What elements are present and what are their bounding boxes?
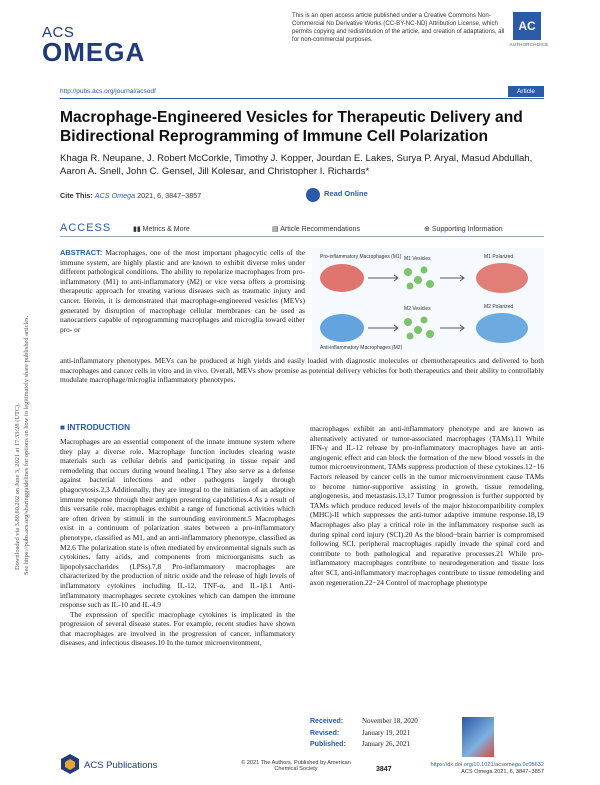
article-title: Macrophage-Engineered Vesicles for Therapeutic Delivery and Bidirectional Reprogramming of Immune Cell Polarization [60, 109, 523, 145]
intro-paragraph-1: Macrophages are an essential component of the innate immune system where they play a diverse role. Macrophage function includes clearing waste materials such as cellular debris and participating in tissue repair and remodeling that occurs during wound healing.1 They also serve as a defense against bacterial infections and other pathogens largely through phagocytosis.2,3 Additionally, they are integral to the initiation of an adaptive immune response through their antigen presenting capabilities.4 As a result of this versatile role, macrophages exhibit a range of functional activities which are often driven by stimuli in the surrounding environment.5 Macrophages exist in a continuum of polarization states between a pro-inflammatory phenotype, classified as M1, and an anti-inflammatory phenotype, classified as M2.6 The polarization state is often mediated by environmental signals such as cytokines, fatty acids, and components from microorganisms such as lipopolysaccharides (LPSs).7,8 Pro-inflammatory macrophages are characterized by the production of nitric oxide and the release of high levels of inflammatory cytokines including IL-12, TNF-α, and IL-1β.1 Anti-inflammatory macrophages secrete cytokines which can dampen the immune response such as IL-10 and IL-4.9 [60, 437, 295, 610]
journal-url-link[interactable]: http://pubs.acs.org/journal/acsodf [60, 88, 156, 95]
toc-label-b: M1 Vesicles [404, 256, 431, 262]
copyright-notice: © 2021 The Authors. Published by American Chemical Society [241, 760, 351, 773]
cite-line [60, 191, 201, 200]
header-divider [60, 98, 544, 99]
toc-graphic [312, 248, 544, 352]
author-list: Khaga R. Neupane, J. Robert McCorkle, Timothy J. Kopper, Jourdan E. Lakes, Surya P. Aryal, Masud Abdullah, Aaron A. Snell, John C. Gensel, Jill Kolesar, and Christopher I. Richards* [60, 153, 533, 177]
metrics-label: Metrics & More [142, 226, 190, 233]
received-label: Received: [310, 718, 344, 725]
published-label: Published: [310, 741, 346, 749]
acs-publications-logo: ACS Publications [84, 760, 158, 771]
abstract-continued: anti-inflammatory phenotypes. MEVs can be produced at high yields and easily loaded with diagnostic molecules or chemotherapeutics and delivered to both macrophages and cancer cells in vitro and in vivo. Overall, MEVs show promise as potential delivery vehicles for both therapeutics and their ability to controllably modulate macrophage/microglia inflammatory phenotypes. [60, 356, 544, 385]
published-date: January 26, 2021 [362, 740, 411, 749]
read-online-label: Read Online [324, 189, 368, 198]
article-recommendations-link[interactable] [272, 225, 360, 233]
toc-label-c: M1 Polarized [484, 254, 514, 260]
metrics-more-link[interactable] [133, 225, 190, 233]
journal-logo-acs: ACS [42, 24, 75, 41]
abstract-wrapped [60, 248, 305, 334]
plus-circle-icon: ⊕ [424, 226, 430, 233]
intro-left-column [60, 437, 295, 648]
acs-hexagon-icon [60, 753, 80, 775]
supporting-information-link[interactable] [424, 225, 503, 233]
toc-label-f: M2 Vesicles [404, 306, 431, 312]
intro-paragraph-2: The expression of specific macrophage cytokines is implicated in the progression of several disease states. For example, recent studies have shown that macrophages are involved in the progression of cancer, inflammatory diseases, and infectious diseases.10 In the tumor microenvironment, [60, 609, 295, 648]
revised-date: January 19, 2021 [362, 728, 411, 737]
journal-reference: ACS Omega 2021, 6, 3847−3857 [461, 768, 544, 775]
doi-link[interactable]: https://dx.doi.org/10.1021/acsomega.0c05632 [430, 762, 544, 768]
abstract-text-a: Macrophages, one of the most important phagocytic cells of the immune system, are highly plastic and are known to exhibit diverse roles under different pathological conditions. The ability to repolarize macrophages from pro-inflammatory (M1) to anti-inflammatory (M2) or vice versa offers a promising therapeutic approach for treating various diseases such as traumatic injury and cancer. Herein, it is demonstrated that macrophage-engineered vesicles (MEVs) generated by disruption of macrophage cellular membranes can be used as nanocarriers capable of reprogramming macrophages and microglia toward either pro- or [60, 248, 305, 334]
toc-label-a: Pro-inflammatory Macrophages (M1) [320, 254, 402, 260]
toc-label-d: M2 Polarized [484, 304, 514, 310]
bar-chart-icon: ▮▮ [133, 226, 141, 233]
m1-macrophage-cell [320, 264, 364, 292]
page-number: 3847 [376, 766, 392, 773]
article-type-tag: Article [508, 86, 544, 97]
abstract-label: ABSTRACT: [60, 248, 103, 257]
open-access-note: This is an open access article published under a Creative Commons Non-Commercial No Derivative Works (CC-BY-NC-ND) Attribution License, which permits copying and redistribution of the article, and creation of adaptations, all for non-commercial purposes. [292, 12, 505, 43]
side-note-line1: Downloaded via 3.80.60.202 on June 3, 2021 at 17:33:28 (UTC). [14, 403, 21, 570]
supporting-label: Supporting Information [431, 226, 503, 233]
read-online-button[interactable] [306, 188, 386, 202]
journal-logo-omega: OMEGA [42, 37, 146, 67]
doi-block [424, 762, 544, 775]
side-note-line2[interactable]: See https://pubs.acs.org/sharingguidelines for options on how to legitimately share published articles. [23, 315, 30, 575]
download-side-note [6, 215, 46, 575]
read-online-icon [306, 188, 320, 202]
access-label: ACCESS [60, 222, 112, 234]
revised-label: Revised: [310, 729, 340, 737]
recommendations-label: Article Recommendations [280, 226, 360, 233]
m2-polarized-cell [476, 313, 528, 343]
m1-polarized-cell [476, 263, 528, 293]
received-date: November 18, 2020 [362, 717, 418, 725]
article-dates [310, 716, 544, 751]
cite-ref: 2021, 6, 3847−3857 [135, 191, 202, 200]
m2-macrophage-cell [320, 314, 364, 342]
cite-label: Cite This: [60, 191, 93, 200]
document-icon: ▤ [272, 226, 279, 233]
cite-journal-link[interactable]: ACS Omega [94, 191, 136, 200]
toc-label-e: Anti-inflammatory Macrophages (M2) [320, 345, 403, 351]
author-choice-badge[interactable]: AC [513, 12, 541, 40]
introduction-heading: ■ INTRODUCTION [60, 423, 130, 432]
intro-right-column [310, 424, 544, 587]
journal-cover-thumbnail [462, 717, 494, 757]
intro-right-text: macrophages exhibit an anti-inflammatory phenotype and are known as alternatively activated or tumor-associated macrophages (TAMs).11 While IFN-γ and IL-12 release by pro-inflammatory macrophages have an anti-angiogenic effect and can block the formation of the new blood vessels in the tumor microenvironment, TAMs suppress production of these cytokines.12−16 Factors released by cancer cells in the tumor microenvironment cause TAMs to become tumor-supportive assisting in growth, tissue remodeling, angiogenesis, and metastasis.13,17 Tumor progression is further supported by TAMs which produce reduced levels of the major histocompatibility complex (MHC)-II which suppresses the anti-tumor adaptive immune response.18,19 Macrophages also play a critical role in the inflammatory response such as during spinal cord injury (SCI).20 As the blood−brain barrier is compromised following SCI, peripheral macrophages rapidly invade the spinal cord and contribute to both pathological and reparative processes.21 While pro-inflammatory macrophages contribute to neurodegeneration and tissue loss after SCI, anti-inflammatory macrophages contribute to tissue remodeling and axon regeneration.22−24 Control of macrophage phenotype [310, 424, 544, 587]
author-choice-label: AUTHORCHOICE [509, 42, 549, 47]
